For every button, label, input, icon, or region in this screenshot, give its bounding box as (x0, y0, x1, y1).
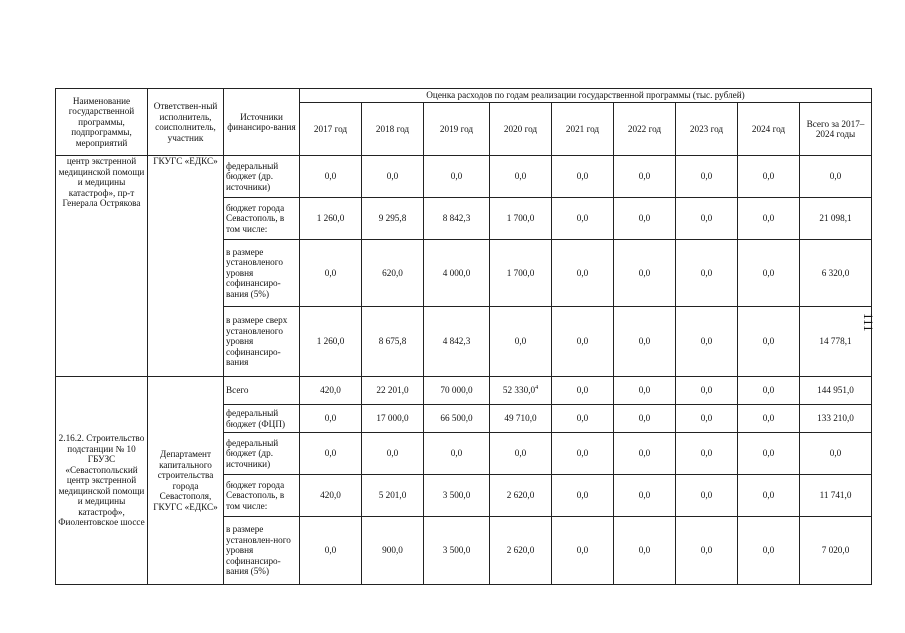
cell-value: 0,0 (552, 307, 614, 377)
cell-value: 5 201,0 (362, 475, 424, 517)
cell-value: 0,0 (552, 475, 614, 517)
cell-value: 0,0 (424, 433, 490, 475)
cell-value: 0,0 (676, 405, 738, 433)
cell-value: 0,0 (676, 377, 738, 405)
cell-value: 4 842,3 (424, 307, 490, 377)
cell-value: 0,0 (614, 405, 676, 433)
header-executor: Ответствен-ный исполнитель, соисполнитель, участник (148, 89, 224, 156)
header-year: 2017 год (300, 103, 362, 156)
cell-value: 0,0 (676, 433, 738, 475)
measure-name: 2.16.2. Строительство подстанции № 10 ГБУЗС «Севастопольский центр экстренной медицинской помощи и медицины катастроф», Фиолентовское шоссе (56, 377, 148, 585)
cell-total: 7 020,0 (800, 517, 872, 585)
source-label: бюджет города Севастополь, в том числе: (224, 198, 300, 240)
cell-value: 0,0 (552, 377, 614, 405)
cell-value: 52 330,0 (502, 385, 536, 396)
cell-value: 0,0 (676, 517, 738, 585)
cell-value: 0,0 (362, 433, 424, 475)
source-label: Всего (224, 377, 300, 405)
cell-value: 0,0 (490, 156, 552, 198)
cell-value: 0,0 (614, 198, 676, 240)
cell-value: 0,0 (300, 433, 362, 475)
cell-value: 0,0 (738, 377, 800, 405)
cell-value: 22 201,0 (362, 377, 424, 405)
header-sources: Источники финансиро-вания (224, 89, 300, 156)
cell-value: 0,0 (300, 405, 362, 433)
cell-value: 0,0 (424, 156, 490, 198)
cell-value: 0,0 (362, 156, 424, 198)
header-total: Всего за 2017–2024 годы (800, 103, 872, 156)
cell-total: 21 098,1 (800, 198, 872, 240)
header-estimate: Оценка расходов по годам реализации государственной программы (тыс. рублей) (300, 89, 872, 103)
cell-value: 0,0 (490, 307, 552, 377)
cell-value: 0,0 (552, 198, 614, 240)
cell-value: 0,0 (552, 156, 614, 198)
cell-total: 133 210,0 (800, 405, 872, 433)
header-year: 2021 год (552, 103, 614, 156)
cell-value: 66 500,0 (424, 405, 490, 433)
source-label: бюджет города Севастополь, в том числе: (224, 475, 300, 517)
cell-value: 8 842,3 (424, 198, 490, 240)
cell-value: 1 260,0 (300, 198, 362, 240)
cell-total: 11 741,0 (800, 475, 872, 517)
financing-table (55, 88, 872, 585)
cell-value: 0,0 (300, 240, 362, 307)
cell-value: 1 700,0 (490, 198, 552, 240)
cell-value: 2 620,0 (490, 517, 552, 585)
cell-value: 9 295,8 (362, 198, 424, 240)
table-row (56, 156, 872, 198)
table-row (56, 377, 872, 405)
cell-value: 0,0 (614, 377, 676, 405)
cell-value: 0,0 (300, 156, 362, 198)
cell-value: 70 000,0 (424, 377, 490, 405)
cell-total: 6 320,0 (800, 240, 872, 307)
cell-total: 0,0 (800, 433, 872, 475)
cell-value: 0,0 (552, 405, 614, 433)
cell-value: 0,0 (614, 240, 676, 307)
measure-executor: Департамент капитального строительства города Севастополя, ГКУГС «ЕДКС» (148, 377, 224, 585)
source-label: в размере установлен-ного уровня софинансиро-вания (5%) (224, 517, 300, 585)
header-year: 2019 год (424, 103, 490, 156)
cell-value: 4 000,0 (424, 240, 490, 307)
cell-value: 0,0 (738, 475, 800, 517)
cell-value: 0,0 (676, 156, 738, 198)
source-label: федеральный бюджет (ФЦП) (224, 405, 300, 433)
cell-total: 0,0 (800, 156, 872, 198)
header-year: 2020 год (490, 103, 552, 156)
header-name: Наименование государственной программы, подпрограммы, мероприятий (56, 89, 148, 156)
source-label: в размере сверх установленого уровня софинансиро-вания (224, 307, 300, 377)
header-year: 2023 год (676, 103, 738, 156)
cell-value: 49 710,0 (490, 405, 552, 433)
source-label: федеральный бюджет (др. источники) (224, 156, 300, 198)
cell-value-footnoted (490, 377, 552, 405)
cell-value: 0,0 (738, 198, 800, 240)
cell-value: 0,0 (738, 307, 800, 377)
cell-value: 0,0 (552, 517, 614, 585)
cell-value: 17 000,0 (362, 405, 424, 433)
cell-total: 144 951,0 (800, 377, 872, 405)
cell-value: 420,0 (300, 377, 362, 405)
cell-value: 0,0 (676, 475, 738, 517)
cell-value: 0,0 (614, 433, 676, 475)
cell-value: 8 675,8 (362, 307, 424, 377)
header-year: 2018 год (362, 103, 424, 156)
measure-name: центр экстренной медицинской помощи и медицины катастроф», пр-т Генерала Острякова (56, 156, 148, 377)
cell-value: 0,0 (676, 198, 738, 240)
cell-value: 900,0 (362, 517, 424, 585)
cell-value: 0,0 (676, 307, 738, 377)
source-label: федеральный бюджет (др. источники) (224, 433, 300, 475)
cell-value: 0,0 (614, 307, 676, 377)
cell-value: 0,0 (676, 240, 738, 307)
cell-value: 0,0 (738, 517, 800, 585)
cell-value: 0,0 (614, 475, 676, 517)
page-number: 111 (861, 313, 876, 332)
cell-value: 3 500,0 (424, 475, 490, 517)
cell-value: 0,0 (738, 405, 800, 433)
cell-value: 0,0 (300, 517, 362, 585)
footnote-mark: 4 (535, 385, 539, 392)
header-year: 2024 год (738, 103, 800, 156)
cell-value: 0,0 (738, 156, 800, 198)
cell-value: 0,0 (738, 240, 800, 307)
cell-value: 620,0 (362, 240, 424, 307)
cell-value: 0,0 (552, 433, 614, 475)
cell-value: 0,0 (614, 156, 676, 198)
cell-value: 1 260,0 (300, 307, 362, 377)
measure-executor: ГКУГС «ЕДКС» (148, 156, 224, 377)
cell-value: 1 700,0 (490, 240, 552, 307)
cell-value: 2 620,0 (490, 475, 552, 517)
cell-value: 3 500,0 (424, 517, 490, 585)
cell-value: 0,0 (552, 240, 614, 307)
cell-value: 0,0 (614, 517, 676, 585)
cell-value: 420,0 (300, 475, 362, 517)
cell-value: 0,0 (490, 433, 552, 475)
cell-value: 0,0 (738, 433, 800, 475)
header-year: 2022 год (614, 103, 676, 156)
cell-total: 14 778,1 (800, 307, 872, 377)
source-label: в размере установленого уровня софинансиро-вания (5%) (224, 240, 300, 307)
